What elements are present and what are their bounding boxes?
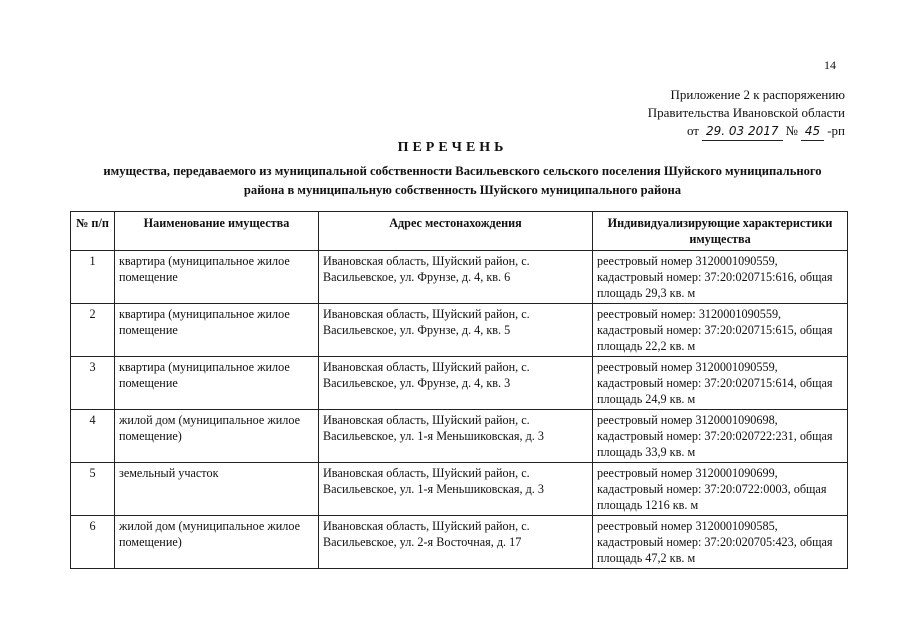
row-number: 4	[71, 410, 115, 463]
row-address: Ивановская область, Шуйский район, с. Васильевское, ул. Фрунзе, д. 4, кв. 3	[319, 357, 593, 410]
page-number: 14	[824, 58, 836, 72]
row-name: квартира (муниципальное жилое помещение	[115, 357, 319, 410]
row-name: земельный участок	[115, 463, 319, 516]
row-name: жилой дом (муниципальное жилое помещение)	[115, 410, 319, 463]
row-details: реестровый номер 3120001090698, кадастровый номер: 37:20:020722:231, общая площадь 33,9 кв. м	[593, 410, 848, 463]
handwritten-number: 45	[801, 122, 824, 141]
document-title: ПЕРЕЧЕНЬ	[397, 140, 508, 155]
row-number: 2	[71, 304, 115, 357]
row-details: реестровый номер 3120001090585, кадастровый номер: 37:20:020705:423, общая площадь 47,2 кв. м	[593, 516, 848, 569]
date-prefix: от	[686, 123, 699, 138]
row-number: 1	[71, 251, 115, 304]
row-address: Ивановская область, Шуйский район, с. Васильевское, ул. 2-я Восточная, д. 17	[319, 516, 593, 569]
row-number: 6	[71, 516, 115, 569]
appendix-line-2: Правительства Ивановской области	[647, 105, 845, 120]
appendix-date-line	[648, 122, 845, 141]
header-details: Индивидуализирующие характеристики имущества	[593, 212, 848, 251]
row-address: Ивановская область, Шуйский район, с. Васильевское, ул. Фрунзе, д. 4, кв. 5	[319, 304, 593, 357]
table-header-row	[71, 212, 848, 251]
table-row	[71, 304, 848, 357]
row-address: Ивановская область, Шуйский район, с. Васильевское, ул. 1-я Меньшиковская, д. 3	[319, 463, 593, 516]
appendix-line-1: Приложение 2 к распоряжению	[670, 87, 845, 102]
table-row	[71, 410, 848, 463]
property-table	[70, 211, 848, 569]
document-subtitle: имущества, передаваемого из муниципальной собственности Васильевского сельского поселения Шуйского муниципального района в муниципальную собственность Шуйского муниципального района	[103, 164, 822, 197]
header-name: Наименование имущества	[115, 212, 319, 251]
table-row	[71, 251, 848, 304]
table-row	[71, 463, 848, 516]
table-row	[71, 357, 848, 410]
row-details: реестровый номер 3120001090559, кадастровый номер: 37:20:020715:616, общая площадь 29,3 кв. м	[593, 251, 848, 304]
header-address: Адрес местонахождения	[319, 212, 593, 251]
row-address: Ивановская область, Шуйский район, с. Васильевское, ул. 1-я Меньшиковская, д. 3	[319, 410, 593, 463]
table-row	[71, 516, 848, 569]
row-name: жилой дом (муниципальное жилое помещение)	[115, 516, 319, 569]
row-details: реестровый номер: 3120001090559, кадастровый номер: 37:20:020715:615, общая площадь 22,2 кв. м	[593, 304, 848, 357]
handwritten-date: 29. 03 2017	[702, 122, 783, 141]
row-address: Ивановская область, Шуйский район, с. Васильевское, ул. Фрунзе, д. 4, кв. 6	[319, 251, 593, 304]
row-number: 3	[71, 357, 115, 410]
row-name: квартира (муниципальное жилое помещение	[115, 251, 319, 304]
appendix-block	[648, 86, 845, 141]
row-details: реестровый номер 3120001090699, кадастровый номер: 37:20:0722:0003, общая площадь 1216 кв. м	[593, 463, 848, 516]
header-number: № п/п	[71, 212, 115, 251]
row-name: квартира (муниципальное жилое помещение	[115, 304, 319, 357]
row-number: 5	[71, 463, 115, 516]
number-label: №	[785, 123, 798, 138]
row-details: реестровый номер 3120001090559, кадастровый номер: 37:20:020715:614, общая площадь 24,9 кв. м	[593, 357, 848, 410]
number-suffix: -рп	[827, 123, 845, 138]
